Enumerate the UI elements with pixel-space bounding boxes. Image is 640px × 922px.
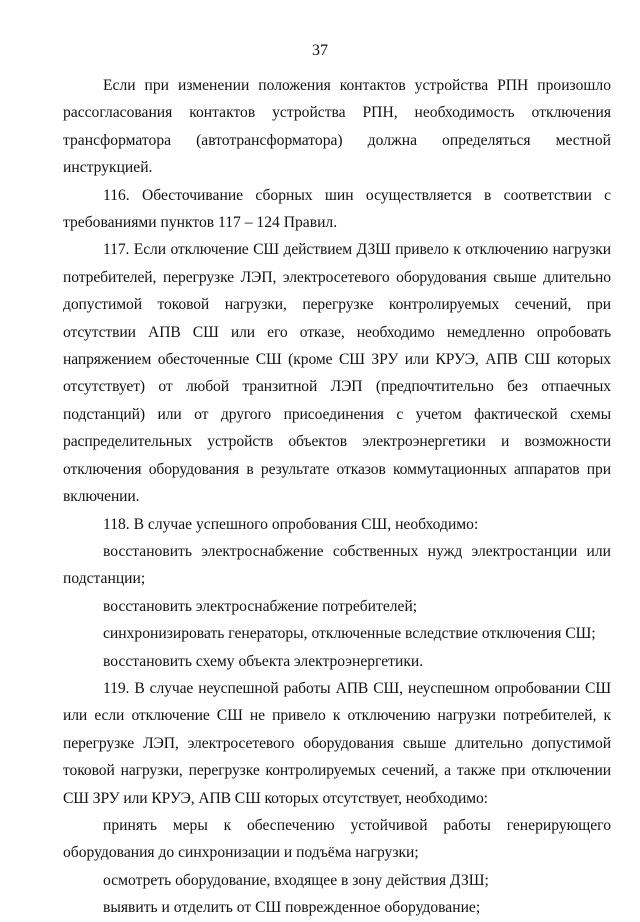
paragraph-rpn-mismatch: Если при изменении положения контактов устройства РПН произошло рассогласования контактов устройства РПН, необходимость отключения трансформатора (автотрансформатора) должна определяться местной инструкцией. bbox=[63, 77, 611, 177]
list-item-restore-scheme: восстановить схему объекта электроэнергетики. bbox=[103, 652, 424, 670]
paragraph-119: 119. В случае неуспешной работы АПВ СШ, неуспешном опробовании СШ или если отключение СШ не привело к отключению нагрузки потребителей, к перегрузке ЛЭП, электросетевого оборудования свыше длительно допустимой токовой нагрузки, перегрузке контролируемых сечений, а также при отключении СШ ЗРУ или КРУЭ, АПВ СШ которых отсутствует, необходимо: bbox=[63, 679, 611, 807]
paragraph-116: 116. Обесточивание сборных шин осуществляется в соответствии с требованиями пунктов 117 – 124 Правил. bbox=[63, 186, 611, 232]
list-item-restore-consumers: восстановить электроснабжение потребителей; bbox=[103, 597, 418, 615]
paragraph-117: 117. Если отключение СШ действием ДЗШ привело к отключению нагрузки потребителей, перегрузке ЛЭП, электросетевого оборудования свыше длительно допустимой токовой нагрузки, перегрузке контролируемых сечений, при отсутствии АПВ СШ или его отказе, необходимо немедленно опробовать напряжением обесточенные СШ (кроме СШ ЗРУ или КРУЭ, АПВ СШ которых отсутствует) от любой транзитной ЛЭП (предпочтительно без отпаечных подстанций) или от другого присоединения с учетом фактической схемы распределительных устройств объектов электроэнергетики и возможности отключения оборудования в результате отказов коммутационных аппаратов при включении. bbox=[63, 241, 611, 506]
paragraph-118: 118. В случае успешного опробования СШ, необходимо: bbox=[103, 515, 479, 533]
list-item-restore-aux-supply: восстановить электроснабжение собственных нужд электростанции или подстанции; bbox=[63, 542, 611, 588]
list-item-synchronize-generators: синхронизировать генераторы, отключенные вследствие отключения СШ; bbox=[103, 625, 596, 643]
list-item-stability-measures: принять меры к обеспечению устойчивой работы генерирующего оборудования до синхронизации и подъёма нагрузки; bbox=[63, 816, 611, 862]
list-item-isolate-damaged: выявить и отделить от СШ поврежденное оборудование; bbox=[103, 899, 481, 917]
page-number: 37 bbox=[312, 42, 328, 59]
document-body bbox=[63, 72, 611, 922]
list-item-inspect-equipment: осмотреть оборудование, входящее в зону действия ДЗШ; bbox=[103, 871, 489, 889]
